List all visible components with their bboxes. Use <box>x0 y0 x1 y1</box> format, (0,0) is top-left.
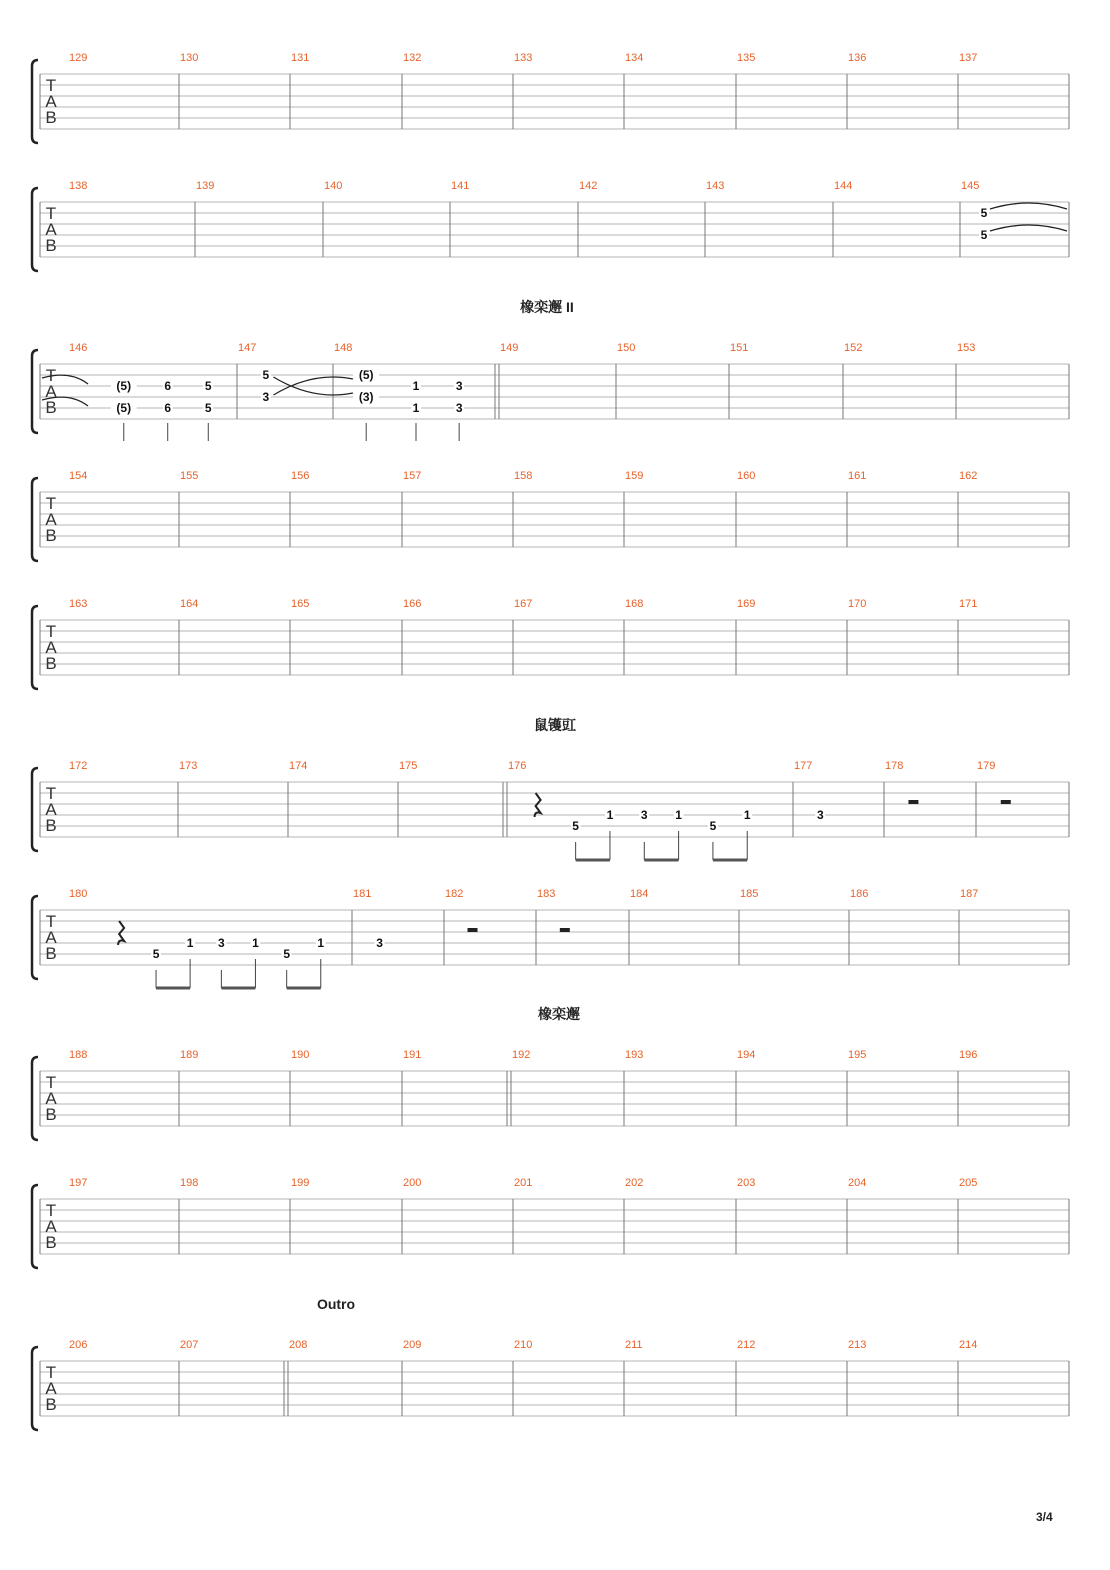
measure-number: 137 <box>959 52 978 64</box>
measure-number: 211 <box>625 1339 643 1351</box>
measure-number: 131 <box>291 52 310 64</box>
tab-clef-letter: T <box>45 494 57 513</box>
tab-system <box>32 470 1069 561</box>
tab-clef-letter: A <box>45 382 57 401</box>
tab-clef-letter: B <box>45 816 57 835</box>
measure-number: 157 <box>403 470 422 482</box>
half-rest <box>1001 800 1011 804</box>
fret-number: 5 <box>152 947 160 961</box>
measure-number: 191 <box>403 1049 422 1061</box>
measure-number: 195 <box>848 1049 867 1061</box>
tab-system <box>32 1006 1069 1140</box>
fret-number: 5 <box>283 947 291 961</box>
tab-clef-letter: A <box>45 1089 57 1108</box>
measure-number: 136 <box>848 52 867 64</box>
section-marker: 橡栾邂 II <box>520 299 574 315</box>
measure-number: 156 <box>291 470 310 482</box>
fret-number: (5) <box>116 379 132 393</box>
measure-number: 158 <box>514 470 533 482</box>
fret-number: (3) <box>358 390 374 404</box>
tab-clef-letter: B <box>45 1233 57 1252</box>
measure-number: 130 <box>180 52 199 64</box>
measure-number: 194 <box>737 1049 756 1061</box>
measure-number: 188 <box>69 1049 88 1061</box>
tab-clef-letter: A <box>45 92 57 111</box>
measure-number: 208 <box>289 1339 308 1351</box>
tab-system <box>32 299 1069 441</box>
quarter-rest <box>118 921 124 945</box>
measure-number: 213 <box>848 1339 867 1351</box>
tab-clef-letter: B <box>45 1105 57 1124</box>
measure-number: 199 <box>291 1177 310 1189</box>
system-bracket <box>32 188 38 271</box>
system-bracket <box>32 478 38 561</box>
measure-number: 172 <box>69 760 88 772</box>
tab-clef-letter: T <box>45 204 57 223</box>
fret-number: 5 <box>204 379 212 393</box>
tab-system <box>32 1296 1069 1430</box>
tab-clef-letter: A <box>45 638 57 657</box>
measure-number: 179 <box>977 760 996 772</box>
tab-clef-letter: B <box>45 1395 57 1414</box>
measure-number: 201 <box>514 1177 533 1189</box>
measure-number: 145 <box>961 180 980 192</box>
section-marker: 鼠镬豇 <box>534 717 576 733</box>
measure-number: 152 <box>844 342 863 354</box>
fret-number: 6 <box>164 401 172 415</box>
measure-number: 150 <box>617 342 636 354</box>
fret-number: 1 <box>675 808 682 822</box>
tab-system <box>32 1177 1069 1268</box>
fret-number: 3 <box>218 936 225 950</box>
fret-number: 5 <box>204 401 212 415</box>
system-bracket <box>32 1057 38 1140</box>
measure-number: 139 <box>196 180 215 192</box>
measure-number: 149 <box>500 342 519 354</box>
measure-number: 175 <box>399 760 418 772</box>
measure-number: 146 <box>69 342 88 354</box>
fret-number: 1 <box>186 936 194 950</box>
system-bracket <box>32 1347 38 1430</box>
quarter-rest <box>535 793 541 817</box>
section-marker: Outro <box>316 1296 356 1312</box>
measure-number: 169 <box>737 598 756 610</box>
tab-clef-letter: A <box>45 220 57 239</box>
measure-number: 140 <box>324 180 343 192</box>
measure-number: 135 <box>737 52 756 64</box>
tab-clef-letter: B <box>45 108 57 127</box>
measure-number: 134 <box>625 52 644 64</box>
measure-number: 209 <box>403 1339 422 1351</box>
measure-number: 206 <box>69 1339 88 1351</box>
system-bracket <box>32 768 38 851</box>
tab-clef-letter: T <box>45 1073 57 1092</box>
section-marker: 橡栾邂 <box>538 1006 580 1022</box>
measure-number: 197 <box>69 1177 88 1189</box>
system-bracket <box>32 1185 38 1268</box>
tab-clef-letter: T <box>45 76 57 95</box>
measure-number: 187 <box>960 888 979 900</box>
tab-system <box>32 717 1069 860</box>
measure-number: 177 <box>794 760 813 772</box>
measure-number: 148 <box>334 342 353 354</box>
measure-number: 190 <box>291 1049 310 1061</box>
half-rest <box>560 928 570 932</box>
tab-clef-letter: A <box>45 1379 57 1398</box>
measure-number: 133 <box>514 52 533 64</box>
fret-number: 3 <box>640 808 648 822</box>
tab-clef-letter: B <box>45 526 57 545</box>
tab-clef-letter: B <box>45 398 57 417</box>
fret-number: 3 <box>262 390 270 404</box>
tab-clef-letter: A <box>45 800 57 819</box>
measure-number: 144 <box>834 180 853 192</box>
tab-clef-letter: T <box>45 622 57 641</box>
fret-number: 1 <box>743 808 751 822</box>
tab-clef-letter: B <box>45 236 57 255</box>
fret-number: 5 <box>980 206 988 220</box>
fret-number: 1 <box>412 379 420 393</box>
measure-number: 200 <box>403 1177 422 1189</box>
measure-number: 185 <box>740 888 759 900</box>
measure-number: 166 <box>403 598 422 610</box>
tab-clef-letter: B <box>45 654 57 673</box>
tab-clef-letter: T <box>45 1363 57 1382</box>
measure-number: 192 <box>512 1049 531 1061</box>
system-bracket <box>32 896 38 979</box>
measure-number: 171 <box>959 598 978 610</box>
measure-number: 205 <box>959 1177 978 1189</box>
measure-number: 163 <box>69 598 88 610</box>
measure-number: 159 <box>625 470 644 482</box>
tab-clef-letter: B <box>45 944 57 963</box>
fret-number: 6 <box>164 379 172 393</box>
measure-number: 151 <box>730 342 749 354</box>
system-bracket <box>32 60 38 143</box>
fret-number: (5) <box>116 401 132 415</box>
measure-number: 189 <box>180 1049 199 1061</box>
fret-number: 5 <box>709 819 717 833</box>
measure-number: 138 <box>69 180 88 192</box>
measure-number: 178 <box>885 760 904 772</box>
fret-number: 3 <box>455 379 463 393</box>
tab-system <box>32 52 1069 143</box>
tab-clef-letter: T <box>45 366 57 385</box>
fret-number: 3 <box>376 936 383 950</box>
tab-clef-letter: T <box>45 1201 57 1220</box>
measure-number: 181 <box>353 888 372 900</box>
measure-number: 204 <box>848 1177 867 1189</box>
measure-number: 214 <box>959 1339 978 1351</box>
measure-number: 212 <box>737 1339 756 1351</box>
measure-number: 193 <box>625 1049 644 1061</box>
measure-number: 141 <box>451 180 470 192</box>
measure-number: 164 <box>180 598 199 610</box>
tab-clef-letter: T <box>45 912 57 931</box>
measure-number: 184 <box>630 888 649 900</box>
tab-clef-letter: A <box>45 510 57 529</box>
measure-number: 143 <box>706 180 725 192</box>
measure-number: 176 <box>508 760 527 772</box>
measure-number: 167 <box>514 598 533 610</box>
measure-number: 207 <box>180 1339 199 1351</box>
measure-number: 210 <box>514 1339 533 1351</box>
measure-number: 196 <box>959 1049 978 1061</box>
measure-number: 160 <box>737 470 756 482</box>
fret-number: 1 <box>252 936 259 950</box>
fret-number: 1 <box>317 936 325 950</box>
system-bracket <box>32 350 38 433</box>
measure-number: 132 <box>403 52 422 64</box>
fret-number: 3 <box>816 808 824 822</box>
fret-number: 5 <box>980 228 988 242</box>
fret-number: 1 <box>606 808 614 822</box>
measure-number: 155 <box>180 470 199 482</box>
measure-number: 162 <box>959 470 978 482</box>
measure-number: 154 <box>69 470 88 482</box>
fret-number: 5 <box>262 368 270 382</box>
measure-number: 186 <box>850 888 869 900</box>
tie-arc <box>990 203 1067 209</box>
measure-number: 142 <box>579 180 598 192</box>
measure-number: 174 <box>289 760 308 772</box>
measure-number: 129 <box>69 52 88 64</box>
tab-system <box>32 598 1069 689</box>
measure-number: 165 <box>291 598 310 610</box>
fret-number: (5) <box>358 368 374 382</box>
measure-number: 173 <box>179 760 198 772</box>
measure-number: 147 <box>238 342 257 354</box>
tab-system <box>32 180 1069 271</box>
half-rest <box>468 928 478 932</box>
fret-number: 5 <box>572 819 579 833</box>
half-rest <box>908 800 918 804</box>
measure-number: 161 <box>848 470 867 482</box>
fret-number: 1 <box>412 401 420 415</box>
fret-number: 3 <box>455 401 463 415</box>
measure-number: 168 <box>625 598 644 610</box>
measure-number: 183 <box>537 888 556 900</box>
tab-clef-letter: A <box>45 1217 57 1236</box>
measure-number: 180 <box>69 888 88 900</box>
system-bracket <box>32 606 38 689</box>
page-number: 3/4 <box>1036 1510 1053 1524</box>
measure-number: 153 <box>957 342 976 354</box>
tie-arc <box>990 225 1067 231</box>
measure-number: 182 <box>445 888 464 900</box>
measure-number: 202 <box>625 1177 644 1189</box>
tab-clef-letter: T <box>45 784 57 803</box>
measure-number: 198 <box>180 1177 199 1189</box>
tab-clef-letter: A <box>45 928 57 947</box>
measure-number: 170 <box>848 598 867 610</box>
tab-system <box>32 888 1069 988</box>
measure-number: 203 <box>737 1177 756 1189</box>
